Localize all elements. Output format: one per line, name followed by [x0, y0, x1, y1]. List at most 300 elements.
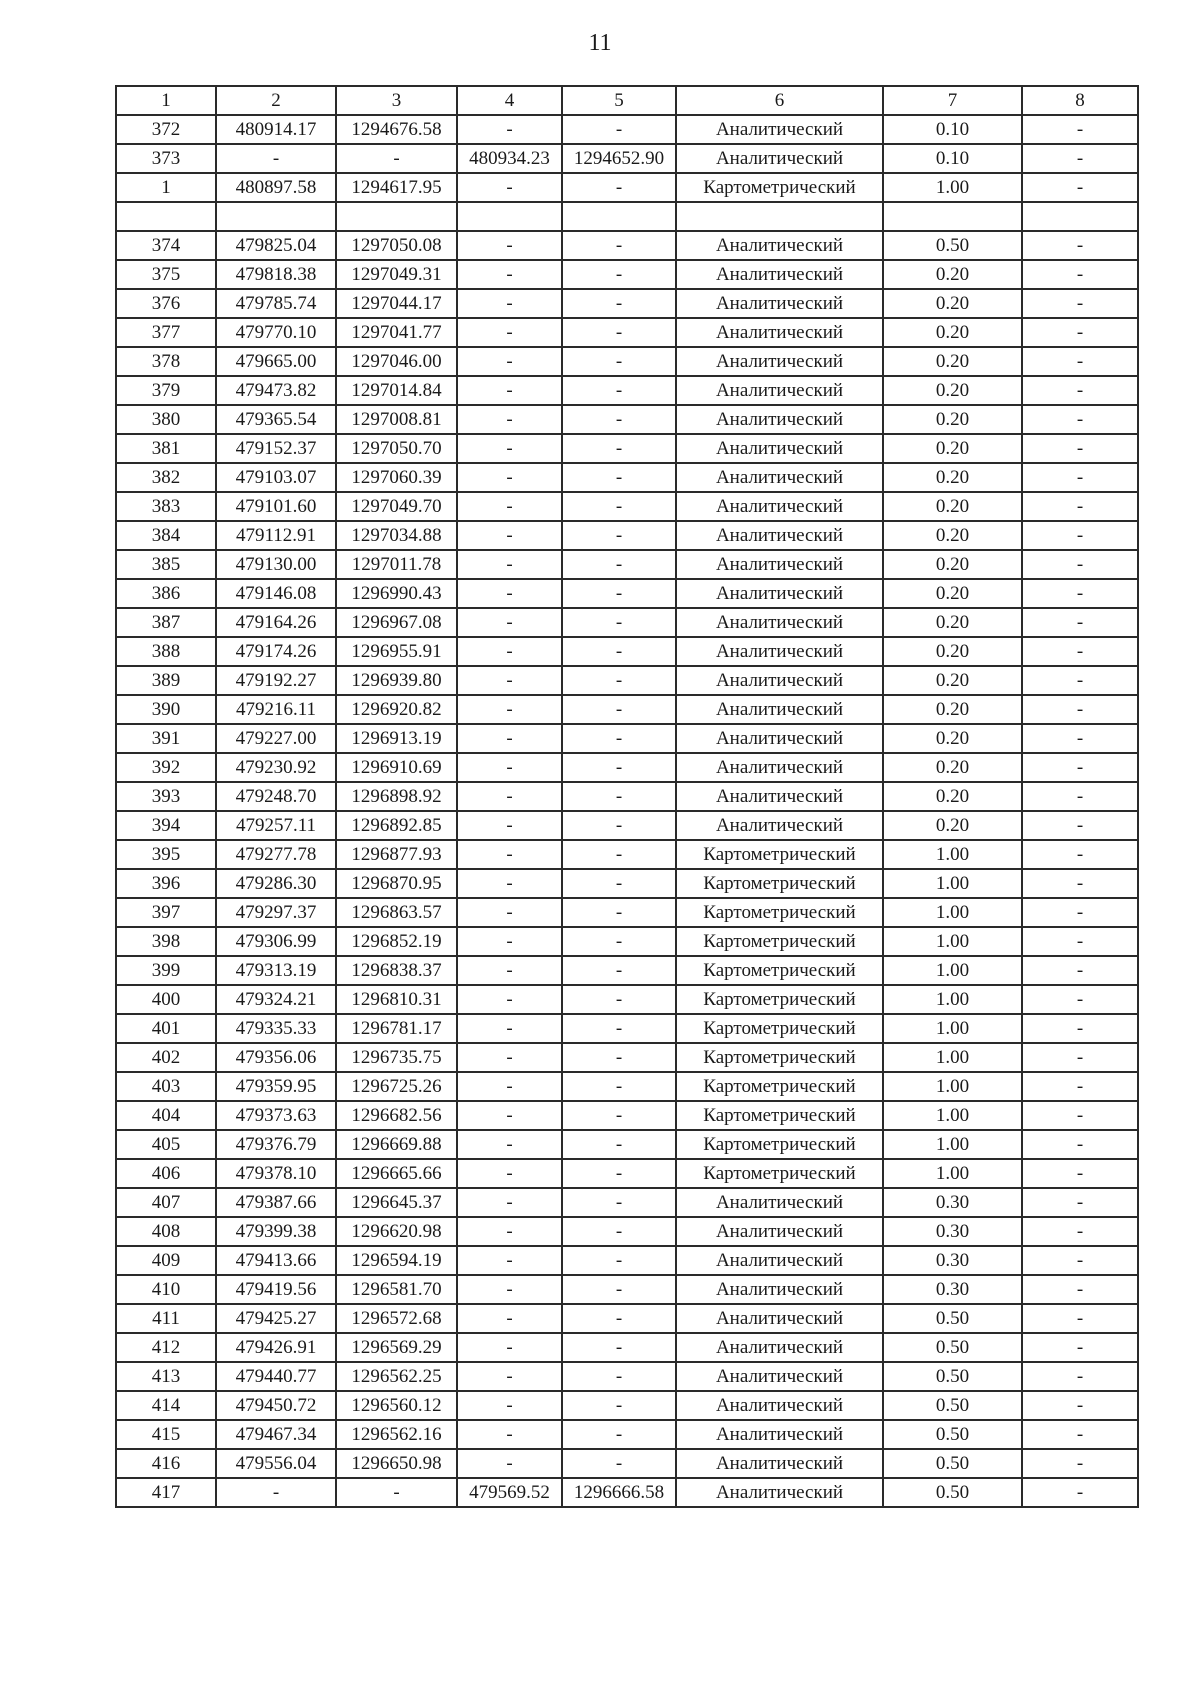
table-cell: 479164.26: [216, 608, 336, 637]
table-cell: Аналитический: [676, 376, 883, 405]
column-header: 6: [676, 86, 883, 115]
column-header: 8: [1022, 86, 1138, 115]
table-cell: Аналитический: [676, 1420, 883, 1449]
table-cell: -: [457, 1362, 562, 1391]
table-cell: Аналитический: [676, 1333, 883, 1362]
table-cell: 479770.10: [216, 318, 336, 347]
table-cell: Картометрический: [676, 1130, 883, 1159]
table-cell: -: [562, 956, 676, 985]
table-cell: -: [562, 666, 676, 695]
table-row: [116, 1159, 1138, 1188]
table-cell: 414: [116, 1391, 216, 1420]
page-number: 11: [588, 30, 612, 56]
column-header: 1: [116, 86, 216, 115]
table-cell: -: [562, 811, 676, 840]
table-cell: -: [457, 1014, 562, 1043]
table-row: [116, 231, 1138, 260]
table-cell: -: [1022, 608, 1138, 637]
table-cell: 479785.74: [216, 289, 336, 318]
table-cell: 1.00: [883, 1159, 1022, 1188]
table-cell: 1296620.98: [336, 1217, 457, 1246]
table-cell: -: [216, 144, 336, 173]
table-cell: -: [562, 1188, 676, 1217]
table-cell: 1297050.70: [336, 434, 457, 463]
table-cell: 395: [116, 840, 216, 869]
table-cell: 1.00: [883, 985, 1022, 1014]
table-cell: 1297049.70: [336, 492, 457, 521]
table-cell: -: [216, 1478, 336, 1507]
table-cell: -: [1022, 1101, 1138, 1130]
table-cell: 480934.23: [457, 144, 562, 173]
table-cell: -: [457, 840, 562, 869]
table-cell: 400: [116, 985, 216, 1014]
table-row: [116, 666, 1138, 695]
table-cell: Аналитический: [676, 521, 883, 550]
table-cell: -: [1022, 318, 1138, 347]
table-cell: -: [562, 1362, 676, 1391]
table-cell: 479313.19: [216, 956, 336, 985]
table-cell: -: [1022, 1275, 1138, 1304]
table-cell: 396: [116, 869, 216, 898]
table-cell: -: [1022, 231, 1138, 260]
table-cell: Аналитический: [676, 1449, 883, 1478]
table-cell: -: [1022, 434, 1138, 463]
table-cell: -: [1022, 579, 1138, 608]
table-cell: 404: [116, 1101, 216, 1130]
table-cell: -: [1022, 1304, 1138, 1333]
table-cell: Картометрический: [676, 869, 883, 898]
table-header-row: [116, 86, 1138, 115]
table-cell: Аналитический: [676, 579, 883, 608]
table-cell: 378: [116, 347, 216, 376]
table-cell: 1296877.93: [336, 840, 457, 869]
table-cell: -: [1022, 463, 1138, 492]
table-cell: Аналитический: [676, 1246, 883, 1275]
table-cell: Картометрический: [676, 1101, 883, 1130]
table-cell: -: [1022, 956, 1138, 985]
table-cell: 479306.99: [216, 927, 336, 956]
table-cell: 405: [116, 1130, 216, 1159]
table-cell: -: [1022, 1246, 1138, 1275]
table-cell: 479359.95: [216, 1072, 336, 1101]
table-row: [116, 1333, 1138, 1362]
table-cell: 376: [116, 289, 216, 318]
table-cell: [116, 202, 216, 231]
table-cell: 387: [116, 608, 216, 637]
table-cell: -: [1022, 898, 1138, 927]
table-cell: 391: [116, 724, 216, 753]
table-cell: 0.20: [883, 724, 1022, 753]
table-cell: 0.50: [883, 231, 1022, 260]
table-cell: 1296569.29: [336, 1333, 457, 1362]
table-cell: Аналитический: [676, 1188, 883, 1217]
table-cell: Аналитический: [676, 550, 883, 579]
table-cell: 373: [116, 144, 216, 173]
table-cell: 1296735.75: [336, 1043, 457, 1072]
table-cell: Картометрический: [676, 1159, 883, 1188]
table-row: [116, 579, 1138, 608]
table-cell: -: [1022, 173, 1138, 202]
table-cell: -: [457, 1449, 562, 1478]
table-cell: -: [562, 550, 676, 579]
table-cell: -: [1022, 492, 1138, 521]
table-cell: -: [562, 579, 676, 608]
table-cell: 1297049.31: [336, 260, 457, 289]
table-cell: 1296645.37: [336, 1188, 457, 1217]
table-cell: 1296910.69: [336, 753, 457, 782]
table-cell: 479378.10: [216, 1159, 336, 1188]
table-cell: 479174.26: [216, 637, 336, 666]
table-cell: Аналитический: [676, 811, 883, 840]
table-cell: 409: [116, 1246, 216, 1275]
table-cell: 479376.79: [216, 1130, 336, 1159]
table-cell: 0.20: [883, 637, 1022, 666]
table-cell: 0.10: [883, 115, 1022, 144]
table-cell: Аналитический: [676, 1217, 883, 1246]
table-cell: 0.20: [883, 405, 1022, 434]
table-cell: -: [457, 376, 562, 405]
table-cell: 1.00: [883, 927, 1022, 956]
table-cell: 407: [116, 1188, 216, 1217]
table-cell: 374: [116, 231, 216, 260]
table-cell: 0.20: [883, 376, 1022, 405]
table-cell: 479419.56: [216, 1275, 336, 1304]
table-cell: Аналитический: [676, 492, 883, 521]
table-cell: 1296781.17: [336, 1014, 457, 1043]
table-cell: -: [562, 927, 676, 956]
table-cell: -: [336, 1478, 457, 1507]
table-row: [116, 376, 1138, 405]
table-cell: Аналитический: [676, 434, 883, 463]
table-cell: -: [562, 782, 676, 811]
column-header: 2: [216, 86, 336, 115]
table-cell: 1.00: [883, 173, 1022, 202]
table-cell: -: [457, 1159, 562, 1188]
table-cell: 1294652.90: [562, 144, 676, 173]
table-cell: -: [1022, 840, 1138, 869]
table-cell: 1297034.88: [336, 521, 457, 550]
table-cell: 479192.27: [216, 666, 336, 695]
table-cell: -: [1022, 144, 1138, 173]
table-cell: Картометрический: [676, 927, 883, 956]
table-cell: -: [562, 898, 676, 927]
table-row: [116, 289, 1138, 318]
table-cell: -: [562, 608, 676, 637]
table-cell: -: [562, 753, 676, 782]
table-cell: Аналитический: [676, 405, 883, 434]
table-cell: 390: [116, 695, 216, 724]
table-cell: -: [562, 173, 676, 202]
table-cell: 479101.60: [216, 492, 336, 521]
table-row: [116, 115, 1138, 144]
table-cell: [336, 202, 457, 231]
table-cell: 479473.82: [216, 376, 336, 405]
table-cell: 0.30: [883, 1246, 1022, 1275]
table-cell: Аналитический: [676, 144, 883, 173]
table-cell: -: [457, 1101, 562, 1130]
table-cell: 1296725.26: [336, 1072, 457, 1101]
table-cell: 479152.37: [216, 434, 336, 463]
table-row: [116, 1043, 1138, 1072]
table-cell: -: [562, 1043, 676, 1072]
table-cell: 1294617.95: [336, 173, 457, 202]
table-cell: 1.00: [883, 1130, 1022, 1159]
table-cell: Аналитический: [676, 724, 883, 753]
table-row: [116, 1217, 1138, 1246]
table-cell: 411: [116, 1304, 216, 1333]
table-cell: -: [562, 869, 676, 898]
table-row: [116, 1246, 1138, 1275]
table-cell: 381: [116, 434, 216, 463]
table-cell: 417: [116, 1478, 216, 1507]
table-cell: 479286.30: [216, 869, 336, 898]
table-cell: -: [457, 463, 562, 492]
table-row: [116, 1014, 1138, 1043]
table-row: [116, 144, 1138, 173]
table-cell: -: [1022, 1449, 1138, 1478]
table-cell: -: [1022, 521, 1138, 550]
coordinates-table: [115, 85, 1139, 1508]
table-cell: 402: [116, 1043, 216, 1072]
table-cell: 479569.52: [457, 1478, 562, 1507]
table-cell: 399: [116, 956, 216, 985]
table-cell: -: [1022, 1391, 1138, 1420]
table-body: [116, 86, 1138, 1507]
table-cell: Аналитический: [676, 347, 883, 376]
table-cell: 0.50: [883, 1478, 1022, 1507]
table-cell: -: [336, 144, 457, 173]
table-cell: 1296870.95: [336, 869, 457, 898]
table-cell: Картометрический: [676, 173, 883, 202]
table-cell: 479248.70: [216, 782, 336, 811]
table-row: [116, 782, 1138, 811]
table-cell: 0.20: [883, 521, 1022, 550]
table-cell: -: [457, 782, 562, 811]
table-row: [116, 1188, 1138, 1217]
table-cell: -: [457, 695, 562, 724]
table-cell: 406: [116, 1159, 216, 1188]
table-cell: Аналитический: [676, 782, 883, 811]
table-cell: 1.00: [883, 1043, 1022, 1072]
table-row: [116, 869, 1138, 898]
table-cell: Картометрический: [676, 840, 883, 869]
table-cell: 0.50: [883, 1333, 1022, 1362]
table-cell: -: [457, 289, 562, 318]
table-cell: 0.20: [883, 347, 1022, 376]
table-cell: [1022, 202, 1138, 231]
table-row: [116, 1420, 1138, 1449]
table-cell: [216, 202, 336, 231]
table-cell: -: [1022, 1362, 1138, 1391]
table-cell: -: [562, 1246, 676, 1275]
table-cell: -: [457, 1275, 562, 1304]
table-row: [116, 1304, 1138, 1333]
table-cell: 0.20: [883, 550, 1022, 579]
table-cell: -: [457, 550, 562, 579]
table-row: [116, 1478, 1138, 1507]
table-cell: -: [562, 1420, 676, 1449]
table-cell: 1296898.92: [336, 782, 457, 811]
table-cell: 375: [116, 260, 216, 289]
table-cell: 1296920.82: [336, 695, 457, 724]
table-cell: -: [1022, 724, 1138, 753]
table-row: [116, 927, 1138, 956]
table-cell: -: [457, 956, 562, 985]
table-cell: 1297050.08: [336, 231, 457, 260]
table-cell: 1.00: [883, 840, 1022, 869]
table-cell: -: [1022, 1478, 1138, 1507]
table-cell: -: [1022, 1188, 1138, 1217]
table-cell: 479373.63: [216, 1101, 336, 1130]
table-cell: 479825.04: [216, 231, 336, 260]
table-row: [116, 318, 1138, 347]
table-cell: 479103.07: [216, 463, 336, 492]
table-cell: -: [1022, 550, 1138, 579]
table-cell: -: [1022, 753, 1138, 782]
table-cell: -: [562, 463, 676, 492]
table-cell: -: [457, 347, 562, 376]
table-cell: -: [562, 492, 676, 521]
table-row: [116, 1130, 1138, 1159]
table-cell: 0.20: [883, 782, 1022, 811]
table-cell: 479324.21: [216, 985, 336, 1014]
table-cell: 1296581.70: [336, 1275, 457, 1304]
table-cell: 382: [116, 463, 216, 492]
table-cell: 479450.72: [216, 1391, 336, 1420]
table-cell: 392: [116, 753, 216, 782]
table-cell: -: [562, 1333, 676, 1362]
table-cell: 383: [116, 492, 216, 521]
table-cell: 479335.33: [216, 1014, 336, 1043]
table-cell: -: [457, 1246, 562, 1275]
table-cell: Аналитический: [676, 1275, 883, 1304]
table-cell: -: [562, 840, 676, 869]
table-cell: 408: [116, 1217, 216, 1246]
table-cell: -: [562, 260, 676, 289]
table-cell: 0.50: [883, 1449, 1022, 1478]
table-cell: -: [457, 231, 562, 260]
table-row: [116, 1391, 1138, 1420]
table-cell: 398: [116, 927, 216, 956]
table-cell: 1: [116, 173, 216, 202]
table-cell: 479227.00: [216, 724, 336, 753]
table-cell: -: [1022, 1072, 1138, 1101]
table-cell: Аналитический: [676, 260, 883, 289]
table-cell: -: [457, 985, 562, 1014]
table-cell: -: [457, 1043, 562, 1072]
table-cell: -: [457, 1188, 562, 1217]
table-cell: 1296967.08: [336, 608, 457, 637]
table-cell: 1296562.16: [336, 1420, 457, 1449]
table-cell: 1296955.91: [336, 637, 457, 666]
table-cell: 1296562.25: [336, 1362, 457, 1391]
table-cell: 1296863.57: [336, 898, 457, 927]
table-cell: 1294676.58: [336, 115, 457, 144]
table-cell: [562, 202, 676, 231]
table-cell: -: [1022, 637, 1138, 666]
table-cell: -: [1022, 811, 1138, 840]
table-cell: Аналитический: [676, 289, 883, 318]
table-cell: Аналитический: [676, 753, 883, 782]
table-cell: Аналитический: [676, 1478, 883, 1507]
table-cell: 0.30: [883, 1217, 1022, 1246]
table-row: [116, 637, 1138, 666]
table-cell: 1296810.31: [336, 985, 457, 1014]
table-cell: 0.20: [883, 463, 1022, 492]
table-cell: Аналитический: [676, 1391, 883, 1420]
table-cell: 0.50: [883, 1362, 1022, 1391]
table-cell: -: [562, 289, 676, 318]
table-cell: 1296913.19: [336, 724, 457, 753]
table-row: [116, 985, 1138, 1014]
table-cell: 1296939.80: [336, 666, 457, 695]
table-cell: -: [1022, 666, 1138, 695]
table-cell: Аналитический: [676, 231, 883, 260]
table-cell: 1297011.78: [336, 550, 457, 579]
table-cell: -: [457, 1072, 562, 1101]
table-row: [116, 434, 1138, 463]
table-cell: 377: [116, 318, 216, 347]
table-cell: 1.00: [883, 898, 1022, 927]
table-row: [116, 347, 1138, 376]
table-row: [116, 260, 1138, 289]
table-cell: 1296560.12: [336, 1391, 457, 1420]
table-cell: 1296650.98: [336, 1449, 457, 1478]
table-cell: 0.20: [883, 260, 1022, 289]
table-row: [116, 1275, 1138, 1304]
table-cell: -: [562, 637, 676, 666]
table-cell: 479230.92: [216, 753, 336, 782]
table-cell: -: [1022, 260, 1138, 289]
table-cell: -: [457, 927, 562, 956]
table-cell: 1297014.84: [336, 376, 457, 405]
table-cell: -: [1022, 1420, 1138, 1449]
table-cell: -: [562, 1159, 676, 1188]
table-cell: 403: [116, 1072, 216, 1101]
table-cell: -: [457, 260, 562, 289]
table-cell: 415: [116, 1420, 216, 1449]
table-cell: 0.20: [883, 434, 1022, 463]
table-row: [116, 753, 1138, 782]
table-row: [116, 173, 1138, 202]
table-cell: 479257.11: [216, 811, 336, 840]
table-cell: 397: [116, 898, 216, 927]
table-cell: 0.50: [883, 1420, 1022, 1449]
table-cell: Аналитический: [676, 318, 883, 347]
table-cell: 1296666.58: [562, 1478, 676, 1507]
table-cell: 401: [116, 1014, 216, 1043]
table-cell: [883, 202, 1022, 231]
table-cell: -: [562, 724, 676, 753]
table-cell: -: [1022, 289, 1138, 318]
table-cell: 1297060.39: [336, 463, 457, 492]
table-cell: 479399.38: [216, 1217, 336, 1246]
column-header: 4: [457, 86, 562, 115]
table-cell: 413: [116, 1362, 216, 1391]
table-cell: -: [457, 521, 562, 550]
table-row: [116, 521, 1138, 550]
table-cell: -: [457, 1391, 562, 1420]
table-cell: 1.00: [883, 956, 1022, 985]
table-cell: 479112.91: [216, 521, 336, 550]
table-cell: 0.20: [883, 666, 1022, 695]
table-cell: 372: [116, 115, 216, 144]
table-cell: 1.00: [883, 1014, 1022, 1043]
table-cell: 1296594.19: [336, 1246, 457, 1275]
table-cell: -: [562, 1449, 676, 1478]
table-cell: 0.20: [883, 318, 1022, 347]
table-cell: 479387.66: [216, 1188, 336, 1217]
